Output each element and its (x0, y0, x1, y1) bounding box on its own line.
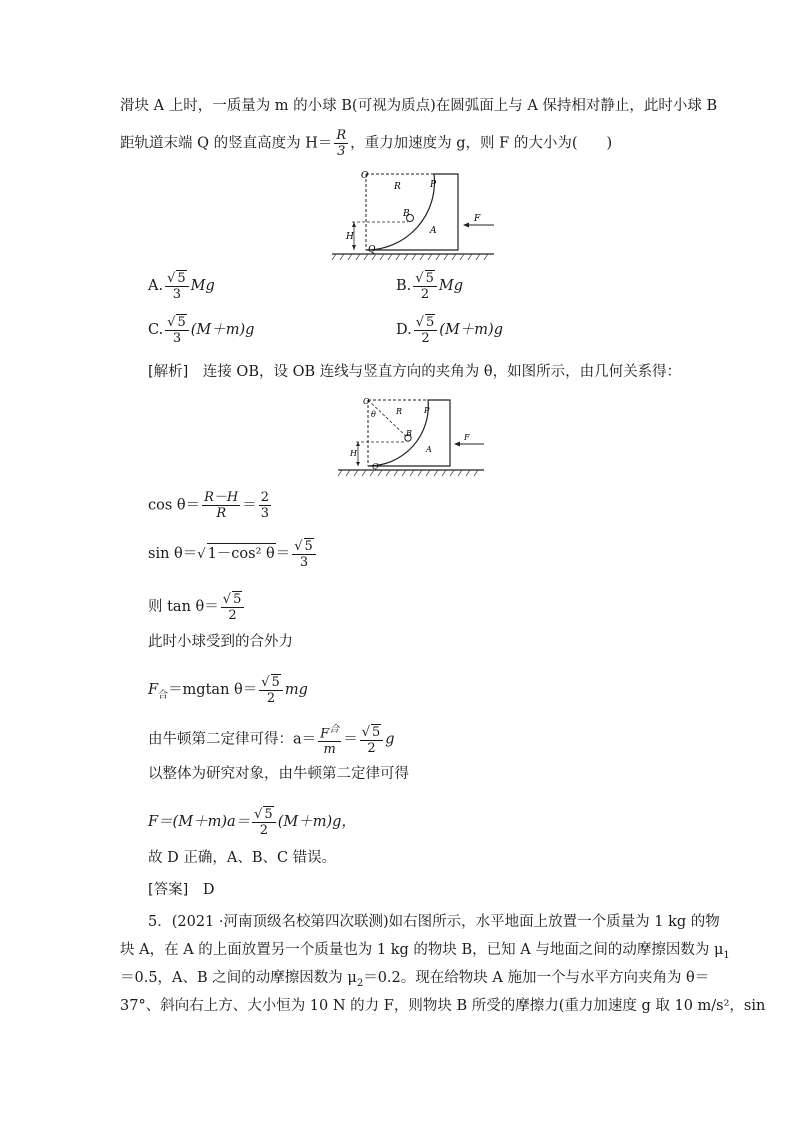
option-c-tail: (M＋m)g (190, 322, 255, 338)
option-c-num (165, 314, 189, 331)
fig1-label-q: Q (368, 245, 376, 255)
option-b-fraction (413, 270, 437, 302)
option-d-den: 2 (421, 331, 430, 346)
cos-fraction-2 (259, 490, 271, 521)
sin-num-rad: 5 (304, 539, 313, 554)
tan-num (221, 591, 245, 608)
newton-den2: 2 (367, 740, 376, 756)
next-problem-line-1: 5．(2021 ·河南顶级名校第四次联测)如右图所示，水平地面上放置一个质量为 1 kg 的物 (148, 914, 720, 930)
sin-eq: ＝ (275, 546, 291, 562)
radical-sign: √ (361, 724, 370, 740)
cos-num: R－H (204, 490, 239, 505)
figure-1-diagram (330, 166, 500, 262)
newton-num-rad: 5 (371, 724, 381, 740)
height-fraction-num: R (336, 128, 347, 143)
option-d-num (414, 314, 438, 331)
newton-tail: g (385, 731, 395, 748)
fig2-label-p: P (424, 406, 430, 415)
fig2-label-b: B (406, 429, 412, 438)
option-b-label: B. (396, 278, 412, 294)
tan-equation (148, 591, 246, 623)
total-force-tail: (M＋m)g， (277, 814, 356, 830)
f-num (259, 674, 283, 691)
cos-num2: 2 (260, 490, 270, 505)
total-force-num (252, 806, 276, 823)
option-c-rad: 5 (177, 315, 186, 330)
sin-equation (148, 538, 318, 570)
next-problem-line-2-sub: 1 (723, 949, 730, 961)
next-problem-line-3-sub: 2 (356, 977, 364, 989)
fig2-label-theta: θ (371, 410, 376, 419)
problem-line-2 (120, 128, 612, 159)
problem-line-2-pre: 距轨道末端 Q 的竖直高度为 H＝ (120, 135, 333, 152)
option-d (396, 314, 503, 346)
sin-num (292, 538, 316, 555)
total-force-den: 2 (259, 823, 269, 838)
next-problem-line-3 (120, 968, 709, 994)
conclusion-text: 故 D 正确，A、B、C 错误。 (148, 850, 337, 866)
next-problem-line-3-pre: ＝0.5，A、B 之间的动摩擦因数为 μ (120, 970, 357, 986)
fig2-label-r: R (396, 407, 403, 416)
option-a-fraction (165, 270, 189, 302)
fig1-label-b: B (403, 209, 410, 219)
fig2-label-o: O (363, 397, 370, 406)
height-fraction-den: 3 (337, 144, 346, 159)
newton-fraction-1 (318, 722, 341, 757)
fig1-label-a: A (430, 226, 437, 236)
net-force-equation (148, 674, 308, 706)
option-b (396, 270, 463, 302)
next-problem-line-2 (120, 940, 730, 966)
fig2-label-f: F (464, 433, 470, 442)
fig2-label-h: H (350, 449, 357, 458)
f-num-rad: 5 (271, 675, 280, 690)
newton-num-sup: 合 (329, 724, 340, 735)
tan-num-rad: 5 (233, 592, 242, 607)
answer-tag: [答案] (148, 882, 189, 898)
option-c (148, 314, 254, 346)
tan-fraction (221, 591, 245, 623)
option-d-fraction (414, 314, 438, 346)
option-b-rad: 5 (425, 271, 434, 286)
cos-eq: ＝ (242, 497, 257, 514)
answer-line (148, 880, 214, 900)
fig2-label-a: A (426, 445, 432, 454)
newton-eq: ＝ (343, 731, 358, 748)
option-a-tail: Mg (190, 278, 215, 294)
newton-den: m (323, 742, 336, 758)
total-force-num-rad: 5 (264, 807, 273, 822)
height-fraction (334, 128, 348, 159)
radical-sign: √ (167, 271, 176, 286)
fig1-label-p: P (430, 180, 437, 190)
analysis-intro (148, 362, 681, 382)
sin-den: 3 (299, 555, 309, 570)
f-den: 2 (266, 691, 276, 706)
tan-lhs: 则 tan θ＝ (148, 599, 219, 615)
cos-equation (148, 490, 273, 521)
analysis-text: 连接 OB，设 OB 连线与竖直方向的夹角为 θ，如图所示，由几何关系得： (188, 364, 682, 380)
f-mid: ＝mgtan θ＝ (168, 682, 258, 698)
cos-lhs: cos θ＝ (148, 497, 201, 514)
option-a (148, 270, 215, 302)
radical-sign: √ (415, 315, 425, 330)
option-d-label: D. (396, 322, 412, 338)
option-c-label: C. (148, 322, 164, 338)
option-b-den: 2 (420, 287, 430, 302)
next-problem-line-4: 37°、斜向右上方、大小恒为 10 N 的力 F，则物块 B 所受的摩擦力(重力加速度 g 取 10 m/s²，sin (120, 998, 766, 1014)
f-lhs: F (148, 682, 159, 698)
total-force-equation (148, 806, 356, 838)
option-c-den: 3 (172, 331, 182, 346)
problem-line-2-post: ，重力加速度为 g，则 F 的大小为( ) (350, 135, 613, 152)
newton-pre: 由牛顿第二定律可得：a＝ (148, 731, 317, 748)
fig1-label-o: O (361, 171, 369, 181)
total-force-pre: F＝(M＋m)a＝ (148, 814, 251, 830)
sin-fraction (292, 538, 316, 570)
radical-sign: √ (294, 539, 303, 554)
radical-sign: √ (254, 807, 263, 822)
cos-den: R (216, 506, 227, 521)
answer-value: D (188, 882, 215, 898)
net-force-text: 此时小球受到的合外力 (148, 634, 293, 650)
option-b-tail: Mg (438, 278, 463, 294)
radical-sign: √ (222, 592, 232, 607)
fig2-label-q: Q (372, 462, 379, 471)
total-force-fraction (252, 806, 276, 838)
newton-num: F (320, 726, 330, 742)
option-a-num (165, 270, 189, 287)
option-a-den: 3 (172, 287, 182, 302)
radical-sign: √ (415, 271, 424, 286)
f-sub: 合 (158, 689, 169, 701)
option-a-rad: 5 (177, 271, 186, 286)
problem-line-1: 滑块 A 上时，一质量为 m 的小球 B(可视为质点)在圆弧面上与 A 保持相对静止，此时小球 B (120, 98, 718, 114)
option-d-rad: 5 (426, 315, 435, 330)
f-tail: mg (284, 682, 308, 698)
option-a-label: A. (148, 278, 164, 294)
option-c-fraction (165, 314, 189, 346)
option-b-num (413, 270, 437, 287)
tan-den: 2 (228, 608, 237, 623)
figure-2-diagram (336, 394, 488, 478)
cos-den2: 3 (260, 506, 270, 521)
newton-equation (148, 722, 395, 757)
option-d-tail: (M＋m)g (439, 322, 503, 338)
radical-sign: √ (167, 315, 176, 330)
f-fraction (259, 674, 283, 706)
radical-sign: √ (261, 675, 270, 690)
cos-fraction-1 (202, 490, 240, 521)
newton-num-wrap (318, 722, 341, 742)
newton-fraction-2 (360, 724, 384, 756)
next-problem-line-2-pre: 块 A，在 A 的上面放置另一个质量也为 1 kg 的物块 B，已知 A 与地面之间的动摩擦因数为 μ (120, 942, 724, 958)
whole-system-text: 以整体为研究对象，由牛顿第二定律可得 (148, 766, 409, 782)
sin-lhs: sin θ＝ (148, 546, 198, 562)
fig1-label-r: R (394, 182, 401, 192)
sin-rad: 1－cos² θ (207, 543, 276, 564)
fig1-label-h: H (346, 232, 354, 242)
newton-num2 (360, 724, 384, 741)
analysis-tag: [解析] (148, 364, 189, 380)
radical-sign: √ (197, 547, 206, 562)
fig1-label-f: F (474, 214, 481, 224)
next-problem-line-3-post: ＝0.2。现在给物块 A 施加一个与水平方向夹角为 θ＝ (363, 970, 710, 986)
